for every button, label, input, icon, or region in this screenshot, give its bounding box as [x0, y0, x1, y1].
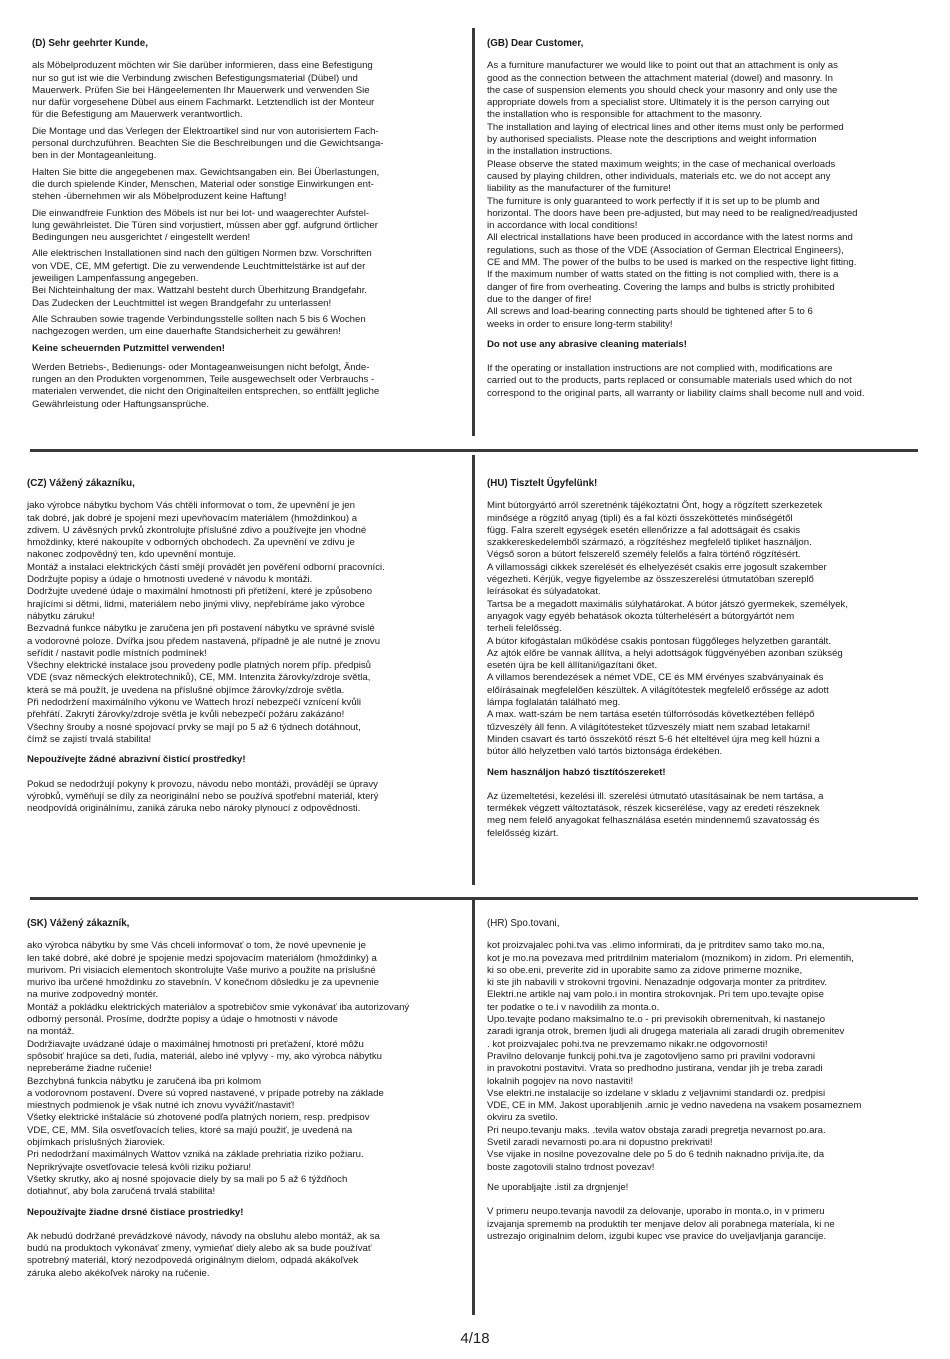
page-number: 4/18 [460, 1330, 490, 1347]
body-text: Mint bútorgyártó arról szeretnénk tájékoztatni Önt, hogy a rögzített szerkezetek minősége a rögzítő anyag (tipli) és a fal közti összeköttetés minőségétől függ. Falra szerelt egységek esetén ellenőrizze a fal adottságait és csakis szakkereskedelemből származó, a rögzítéshez megfelelő tipliket használjon. Végső soron a bútort felszerelő személy felelős a falra történő rögzítésért. A villamossági cikkek szerelését és elhelyezését csakis erre jogosult szakember végezheti. Kérjük, vegye figyelembe az összeszerelési útmutatóban szereplő leírásokat és súlyadatokat. Tartsa be a megadott maximális súlyhatárokat. A bútor játszó gyermekek, személyek, anyagok vagy egyéb behatások okozta túlterhelésért a bútorgyártót nem terheli felelősség. A bútor kifogástalan működése csakis pontosan függőleges helyzetben garantált. Az ajtók előre be vannak állítva, a helyi adottságok függvényében azonban szükség esetén újra be kell állítani/igazítani őket. A villamos berendezések a német VDE, CE és MM érvényes szabványainak és előírásainak megfelelően készültek. A világítótestek megfelelő erőssége az adott lámpa foglalatán található meg. A max. watt-szám be nem tartása esetén túlforrósodás következtében fellépő tűzveszély áll fenn. A világítótesteket tűzveszély miatt nem szabad letakarni! Minden csavart és tartó összekötő részt 5-6 hét elteltével újra meg kell húzni a bútor álló helyzetben való tartós biztonsága érdekében. [487, 500, 848, 758]
column-divider-bottom [472, 900, 475, 1315]
closing-paragraph: If the operating or installation instructions are not complied with, modifications are carried out to the products, parts replaced or consumable materials used which do not correspond to the original parts, all warranty or liability claims shall become null and void. [487, 363, 865, 399]
warning-text: Nem használjon habzó tisztítószereket! [487, 766, 666, 778]
closing-paragraph: V primeru neupo.tevanja navodil za delovanje, uporabo in monta.o, in v primeru izvajanja sprememb na produktih ter menjave delov ali porabnega materiala, ki ne ustrezajo originalnim delom, izgubi kupec vse pravice do uveljavljanja garancije. [487, 1206, 835, 1242]
column-divider-middle [472, 455, 475, 885]
row-divider-1-right [474, 449, 918, 452]
warning-text: Keine scheuernden Putzmittel verwenden! [32, 342, 225, 354]
section-de [32, 38, 470, 418]
paragraph: Die Montage und das Verlegen der Elektroartikel sind nur von autorisiertem Fach- personal durchzuführen. Beachten Sie die Beschreibungen und die Gewichtsanga- ben in der Montageanleitung. [32, 125, 384, 162]
section-heading: (HU) Tisztelt Ügyfelünk! [487, 478, 598, 489]
body-text: ako výrobca nábytku by sme Vás chceli informovať o tom, že nové upevnenie je len také dobré, aké dobré je spojenie medzi spojovacím materiálom (hmoždinky) a murivom. Pri visiacich elementoch skontrolujte Vaše murivo a použite na príslušné murivo iba určené hmoždinku zo stavebnín. V konečnom dôsledku je za upevnenie na murive zodpovedný montér. Montáž a pokládku elektrických materiálov a spotrebičov smie vykonávať iba autorizovaný odborný personál. Prosíme, dodržte popisy a údaje o hmotnosti v návode na montáž. Dodržiavajte uvádzané údaje o maximálnej hmotnosti pri preťažení, ktoré môžu spôsobiť hrajúce sa deti, ľudia, materiál, alebo iné vplyvy - my, ako výrobca nábytku nepreberáme žiadne ručenie! Bezchybná funkcia nábytku je zaručená iba pri kolmom a vodorovnom postavení. Dvere sú vopred nastavené, v prípade potreby na základe miestnych podmienok je však nutné ich znovu vyvážiť/nastaviť! Všetky elektrické inštalácie sú zhotovené podľa platných noriem, resp. predpisov VDE, CE, MM. Sila osvetľovacích telies, ktoré sa majú použiť, je uvedená na objímkach príslušných žiaroviek. Pri nedodržaní maximálnych Wattov vzniká na základe prehriatia riziko požiaru. Neprikrývajte osvetľovacie telesá kvôli riziku požiaru! Všetky skrutky, ako aj nosné spojovacie diely by sa mali po 5 až 6 týždňoch dotiahnuť, aby bola zaručená trvalá stabilita! [27, 940, 410, 1198]
row-divider-2-left [30, 897, 474, 900]
row-divider-1-left [30, 449, 474, 452]
row-divider-2-right [474, 897, 918, 900]
section-sk [27, 918, 472, 1287]
warning-text: Nepoužívajte žiadne drsné čistiace prostriedky! [27, 1206, 244, 1218]
section-gb [487, 38, 942, 407]
warning-text: Do not use any abrasive cleaning materials! [487, 338, 687, 350]
paragraph: als Möbelproduzent möchten wir Sie darüber informieren, dass eine Befestigung nur so gut ist wie die Verbindung zwischen Befestigungsmaterial (Dübel) und Mauerwerk. Prüfen Sie bei Hängeelementen Ihr Mauerwerk und verwenden Sie nur dafür vorgesehene Dübel aus einem Fachmarkt. Letztendlich ist der Monteur für die Befestigung am Mauerwerk verantwortlich. [32, 60, 375, 121]
closing-paragraph: Az üzemeltetési, kezelési ill. szerelési útmutató utasításainak be nem tartása, a termékek végzett változtatások, részek kicserélése, vagy az eredeti részeknek meg nem felelő anyagokat felhasználása esetén mindennemű szavatosság és felelősség kizárt. [487, 790, 824, 839]
paragraph: Halten Sie bitte die angegebenen max. Gewichtsangaben ein. Bei Überlastungen, die durch spielende Kinder, Menschen, Material oder sonstige Einwirkungen ent- stehen -übernehmen wir als Möbelproduzent keine Haftung! [32, 166, 380, 203]
body-text: kot proizvajalec pohi.tva vas .elimo informirati, da je pritrditev samo tako mo.na, kot je mo.na povezava med pritrdilnim materialom (moznikom) in zidom. Pri elementih, ki so obe.eni, preverite zid in uporabite samo za zidove primerne moznike, ki ste jih nabavili v strokovni trgovini. Nenazadnje odgovarja monter za pritrditev. Elektri.ne artikle naj vam polo.i in montira strokovnjak. Pri tem upo.tevajte opise ter podatke o te.i v navodilih za monta.o. Upo.tevajte podano maksimalno te.o - pri previsokih obremenitvah, ki nastanejo zaradi igranja otrok, bremen ljudi ali drugega materiala ali zaradi drugih obremenitev . kot proizvajalec pohi.tva ne prevzemamo nikakr.ne odgovornosti! Pravilno delovanje funkcij pohi.tva je zagotovljeno samo pri pravilni vodoravni in pravokotni postavitvi. Vrata so predhodno justirana, vendar jih je treba zaradi lokalnih pogojev na novo nastaviti! Vse elektri.ne instalacije so izdelane v skladu z veljavnimi standardi oz. predpisi VDE, CE in MM. Jakost uporabljenih .arnic je vedno navedena na vsakem posameznem okviru za svetilo. Pri neupo.tevanju maks. .tevila watov obstaja zaradi pregretja nevarnost po.ara. Svetil zaradi nevarnosti po.ara ni dopustno prekrivati! Vse vijake in nosilne povezovalne dele po 5 do 6 tednih naknadno privija.ite, da boste zagotovili stalno trdnost povezav! [487, 940, 862, 1173]
section-hr [487, 918, 942, 1250]
section-heading: (GB) Dear Customer, [487, 38, 584, 49]
paragraph: Die einwandfreie Funktion des Möbels ist nur bei lot- und waagerechter Aufstel- lung gewährleistet. Die Türen sind vorjustiert, müssen aber ggf. aufgrund örtlicher Bedingungen neu ausgerichtet / eingestellt werden! [32, 207, 378, 244]
section-heading: (CZ) Vážený zákazníku, [27, 478, 135, 489]
body-text: As a furniture manufacturer we would like to point out that an attachment is only as good as the connection between the attachment material (dowel) and masonry. In the case of suspension elements you should check your masonry and only use the appropriate dowels from a specialist store. Ultimately it is the person carrying out the installation who is responsible for attachment to the masonry. The installation and laying of electrical lines and other items must only be performed by authorised specialists. Please note the descriptions and weight information in the installation instructions. Please observe the stated maximum weights; in the case of mechanical overloads caused by playing children, other individuals, materials etc. we do not accept any liability as the manufacturer of the furniture! The furniture is only guaranteed to work perfectly if it is set up to be plumb and horizontal. The doors have been pre-adjusted, but may need to be realigned/readjusted in accordance with local conditions! All electrical installations have been produced in accordance with the latest norms and regulations, such as those of the VDE (Association of German Electrical Engineers), CE and MM. The power of the bulbs to be used is marked on the respective light fitting. If the maximum number of watts stated on the fitting is not complied with, there is a danger of fire from overheating. Covering the lamps and bulbs is strictly prohibited due to the danger of fire! All screws and load-bearing connecting parts should be tightened after 5 to 6 weeks in order to ensure long-term stability! [487, 60, 858, 330]
closing-paragraph: Werden Betriebs-, Bedienungs- oder Montageanweisungen nicht befolgt, Ände- rungen an den Produkten vorgenommen, Teile ausgewechselt oder Verbrauchs - materialen verwendet, die nicht den Originalteilen entsprechen, so entfällt jegliche Gewährleistung oder Haftungsansprüche. [32, 361, 380, 410]
column-divider-top [472, 28, 475, 436]
section-heading: (D) Sehr geehrter Kunde, [32, 38, 148, 49]
warning-text: Nepoužívejte žádné abrazivní čisticí prostředky! [27, 754, 246, 766]
section-hu [487, 478, 937, 847]
closing-paragraph: Ak nebudú dodržané prevádzkové návody, návody na obsluhu alebo montáž, ak sa budú na produktoch vykonávať zmeny, vymieňať diely alebo ak sa bude používať spotrebný materiál, ktorý nezodpovedá originálnym dielom, odpadá akákoľvek záruka alebo akékoľvek nároky na ručenie. [27, 1230, 380, 1279]
paragraph: Alle Schrauben sowie tragende Verbindungsstelle sollten nach 5 bis 6 Wochen nachgezogen werden, um eine dauerhafte Standsicherheit zu gewähren! [32, 313, 366, 338]
paragraph: Alle elektrischen Installationen sind nach den gültigen Normen bzw. Vorschriften von VDE, CE, MM gefertigt. Die zu verwendende Leuchtmittelstärke ist auf der jeweiligen Lampenfassung angegeben. Bei Nichteinhaltung der max. Wattzahl besteht durch Überhitzung Brandgefahr. Das Zudecken der Leuchtmittel ist wegen Brandgefahr zu unterlassen! [32, 248, 372, 309]
section-cz [27, 478, 467, 822]
warning-text: Ne uporabljajte .istil za drgnjenje! [487, 1181, 629, 1193]
closing-paragraph: Pokud se nedodržují pokyny k provozu, návodu nebo montáži, provádějí se úpravy výrobků, vyměňují se díly za neoriginální nebo se používá spotřební materiál, který neodpovídá originálnímu, zaniká záruka nebo nároky plynoucí z odpovědnosti. [27, 778, 379, 815]
body-text: jako výrobce nábytku bychom Vás chtěli informovat o tom, že upevnění je jen tak dobré, jak dobré je spojení mezi upevňovacím materiálem (hmoždinkou) a zdivem. U závěsných prvků zkontrolujte příslušné zdivo a používejte jen vhodné hmoždinky, které nakoupíte v odborných obchodech. Za upevnění ve zdivu je nakonec zodpovědný ten, kdo upevnění montuje. Montáž a instalaci elektrických částí smějí provádět jen pověření odborní pracovníci. Dodržujte popisy a údaje o hmotnosti uvedené v návodu k montáži. Dodržujte uvedené údaje o maximální hmotnosti při přetížení, které je způsobeno hrajícími si dětmi, lidmi, materiálem nebo jinými vlivy, nepřebíráme jako výrobce nábytku záruku! Bezvadná funkce nábytku je zaručena jen při postavení nábytku ve správné svislé a vodorovné poloze. Dvířka jsou předem nastavená, případně je ale nutné je znovu seřídit / nastavit podle místních podmínek! Všechny elektrické instalace jsou provedeny podle platných norem příp. předpisů VDE (svaz německých elektrotechniků), CE, MM. Intenzita žárovky/zdroje světla, která se má použít, je uvedena na příslušné objímce žárovky/zdroje světla. Při nedodržení maximálního výkonu ve Wattech hrozí nebezpečí vznícení kvůli přehřátí. Zakrytí žárovky/zdroje světla je kvůli nebezpečí požáru zakázáno! Všechny šrouby a nosné spojovací prvky se mají po 5 až 6 týdnech dotáhnout, čímž se zajistí trvalá stabilita! [27, 500, 385, 745]
section-heading: (HR) Spo.tovani, [487, 918, 560, 929]
section-heading: (SK) Vážený zákazník, [27, 918, 130, 929]
